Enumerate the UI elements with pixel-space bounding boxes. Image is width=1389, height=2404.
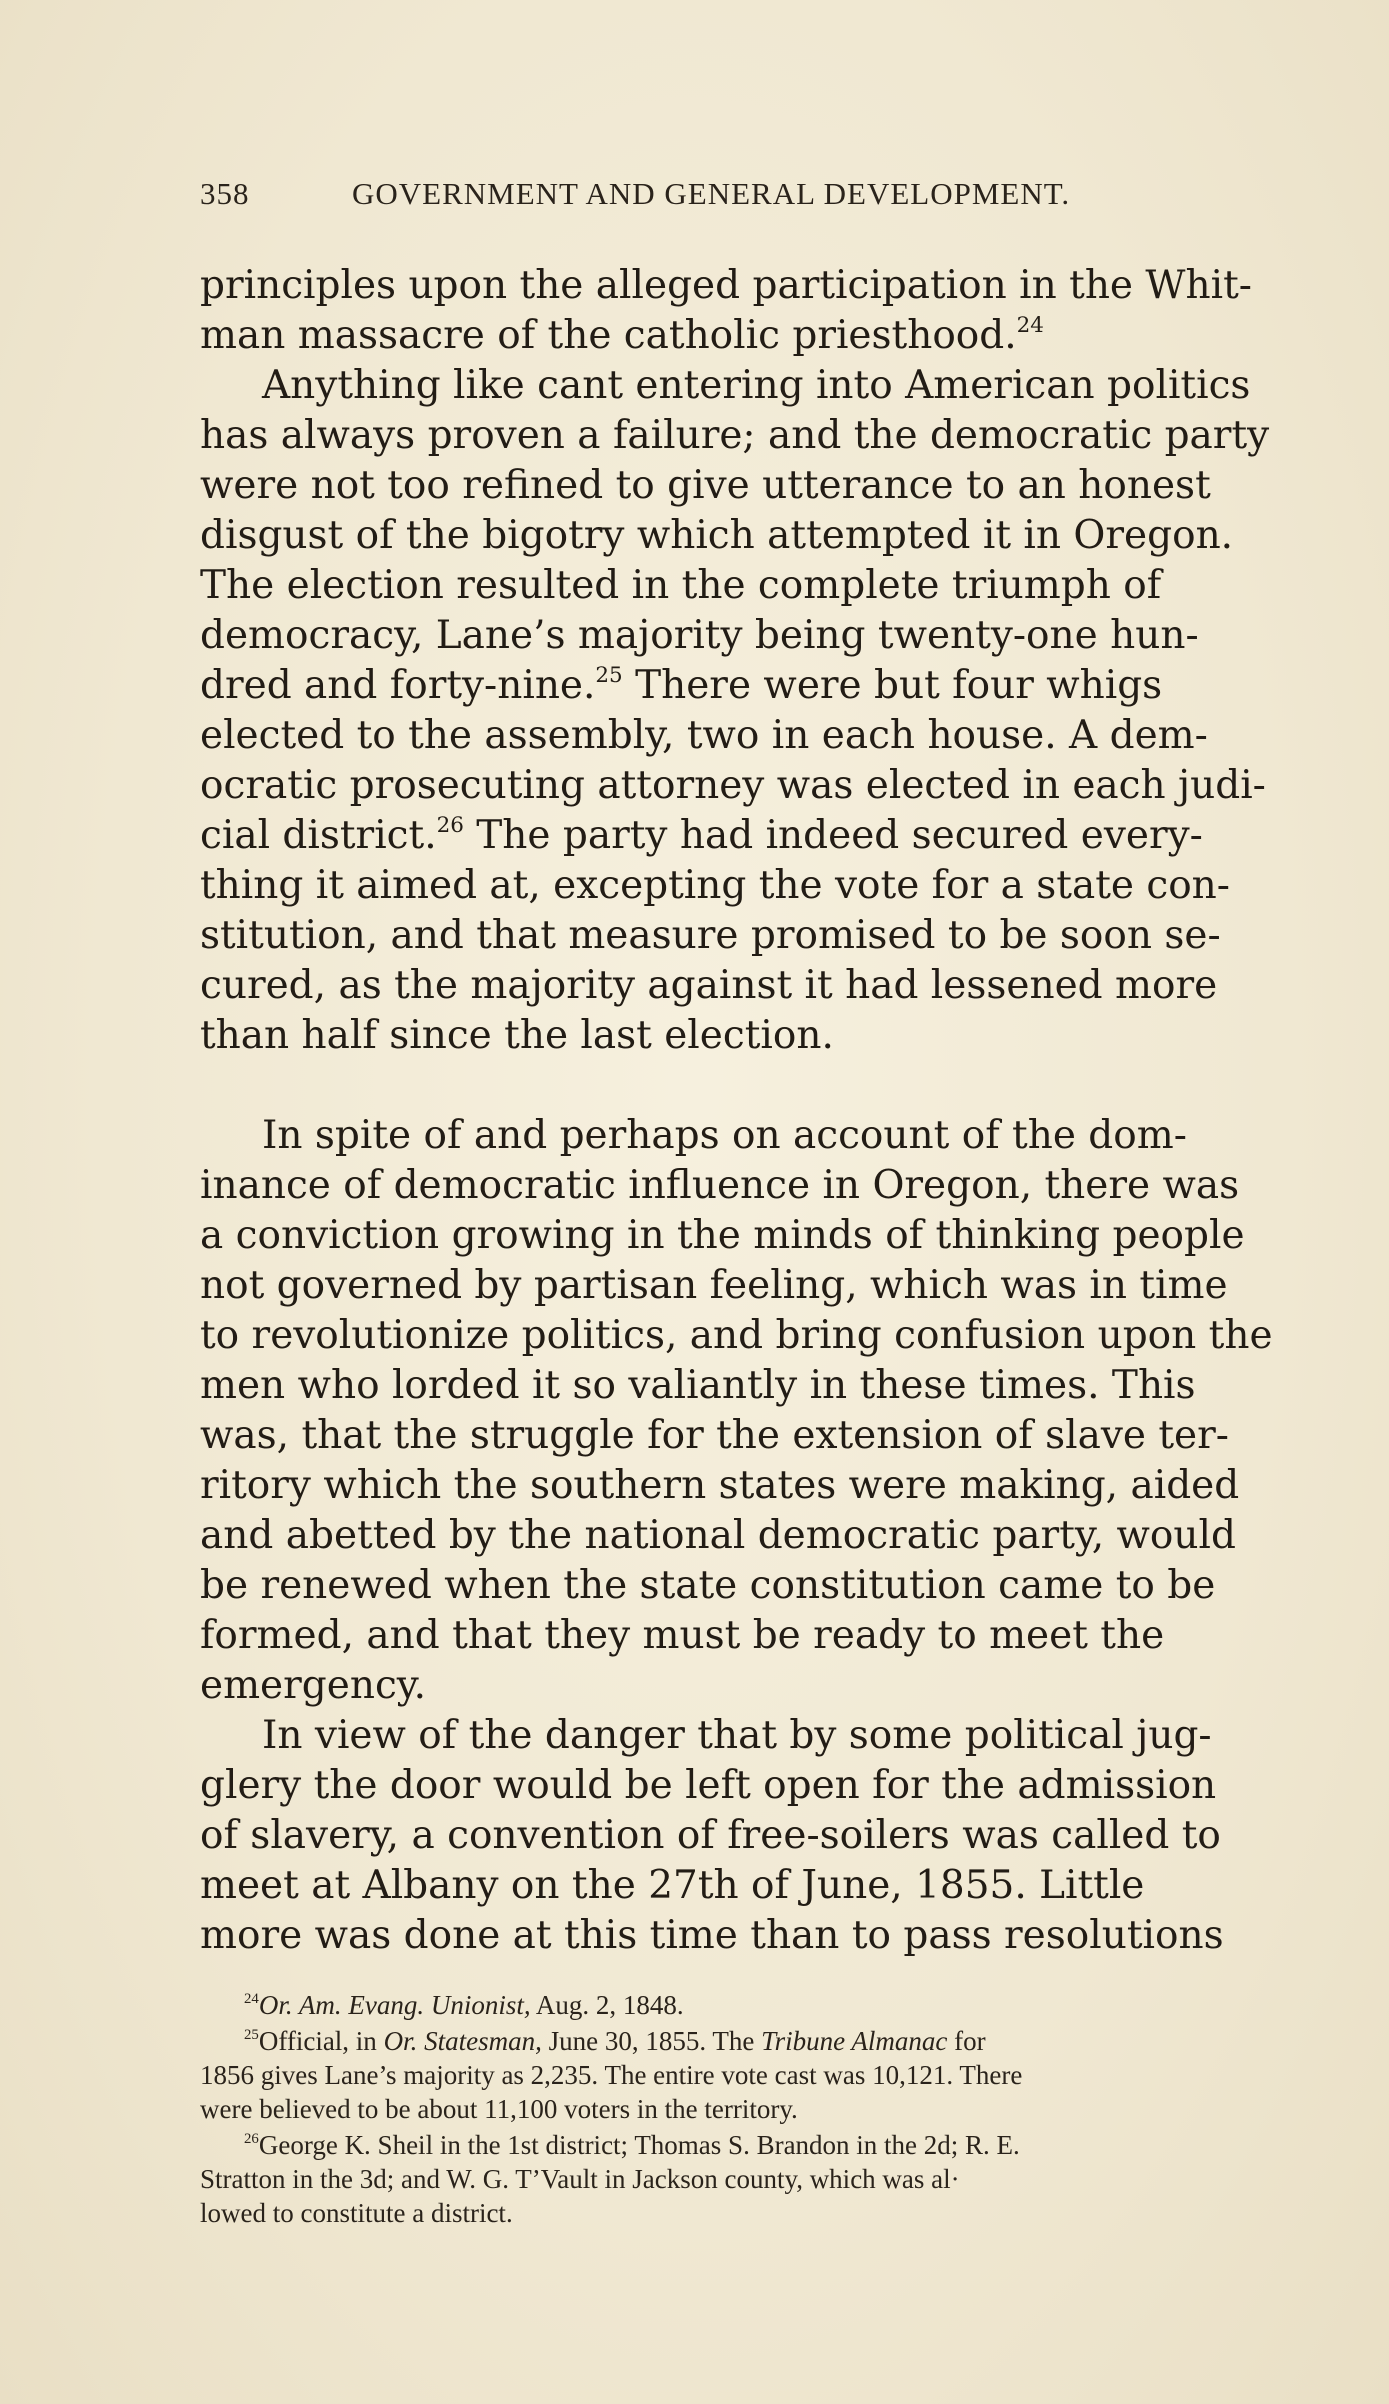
body-line: disgust of the bigotry which attempted it in Oregon. (200, 513, 1234, 558)
body-line: thing it aimed at, excepting the vote for a state con- (200, 863, 1230, 908)
footnote-ref: 25 (595, 662, 623, 688)
body-line: ritory which the southern states were making, aided (200, 1463, 1240, 1508)
body-line: than half since the last election. (200, 1013, 834, 1058)
body-line: stitution, and that measure promised to be soon se- (200, 913, 1221, 958)
footnote-26-line: Stratton in the 3d; and W. G. T’Vault in Jackson county, which was al· (200, 2164, 960, 2194)
body-line: were not too refined to give utterance to an honest (200, 463, 1211, 508)
body-line: men who lorded it so valiantly in these times. This (200, 1363, 1196, 1408)
footnote-25: $^{25}$Official, in Or. Statesman, June 30, 1855. The Tribune Almanac for (244, 2026, 986, 2056)
page-number: 358 (200, 176, 250, 211)
body-line: elected to the assembly, two in each house. A dem- (200, 713, 1208, 758)
body-line: inance of democratic influence in Oregon, there was (200, 1163, 1240, 1208)
body-line: Anything like cant entering into American politics (262, 363, 1251, 408)
body-line: ocratic prosecuting attorney was elected in each judi- (200, 763, 1266, 808)
body-line: a conviction growing in the minds of thinking people (200, 1213, 1245, 1258)
body-line: cured, as the majority against it had lessened more (200, 963, 1218, 1008)
body-line: man massacre of the catholic priesthood.$^{24}$ (200, 312, 1044, 358)
body-line: cial district.$^{26}$ The party had indeed secured every- (200, 812, 1203, 858)
body-line: democracy, Lane’s majority being twenty-one hun- (200, 613, 1199, 658)
body-line: of slavery, a convention of free-soilers was called to (200, 1813, 1221, 1858)
page-header (200, 176, 1200, 218)
body-line: has always proven a failure; and the democratic party (200, 413, 1270, 458)
body-line: meet at Albany on the 27th of June, 1855. Little (200, 1863, 1145, 1908)
footnote-ref: 26 (436, 812, 464, 838)
footnote-25-line: 1856 gives Lane’s majority as 2,235. The entire vote cast was 10,121. There (200, 2060, 1023, 2090)
running-head: GOVERNMENT AND GENERAL DEVELOPMENT. (352, 176, 1071, 211)
body-line: more was done at this time than to pass resolutions (200, 1913, 1224, 1958)
body-line: formed, and that they must be ready to meet the (200, 1613, 1165, 1658)
body-line: was, that the struggle for the extension of slave ter- (200, 1413, 1229, 1458)
body-line: emergency. (200, 1663, 427, 1708)
body-line: In view of the danger that by some political jug- (262, 1713, 1212, 1758)
footnote-25-line: were believed to be about 11,100 voters in the territory. (200, 2094, 798, 2124)
footnote-26: $^{26}$George K. Sheil in the 1st district; Thomas S. Brandon in the 2d; R. E. (244, 2130, 1020, 2160)
body-line: In spite of and perhaps on account of the dom- (262, 1113, 1187, 1158)
body-line: to revolutionize politics, and bring confusion upon the (200, 1313, 1273, 1358)
body-line: principles upon the alleged participation in the Whit- (200, 263, 1252, 308)
body-line: not governed by partisan feeling, which was in time (200, 1263, 1228, 1308)
body-line: and abetted by the national democratic party, would (200, 1513, 1236, 1558)
footnote-ref: 24 (1016, 312, 1044, 338)
footnote-26-line: lowed to constitute a district. (200, 2198, 513, 2228)
footnote-24: $^{24}$Or. Am. Evang. Unionist, Aug. 2, 1848. (244, 1990, 684, 2020)
body-line: The election resulted in the complete triumph of (200, 563, 1162, 608)
body-line: dred and forty-nine.$^{25}$ There were but four whigs (200, 662, 1163, 708)
body-line: glery the door would be left open for the admission (200, 1763, 1217, 1808)
body-line: be renewed when the state constitution came to be (200, 1563, 1216, 1608)
